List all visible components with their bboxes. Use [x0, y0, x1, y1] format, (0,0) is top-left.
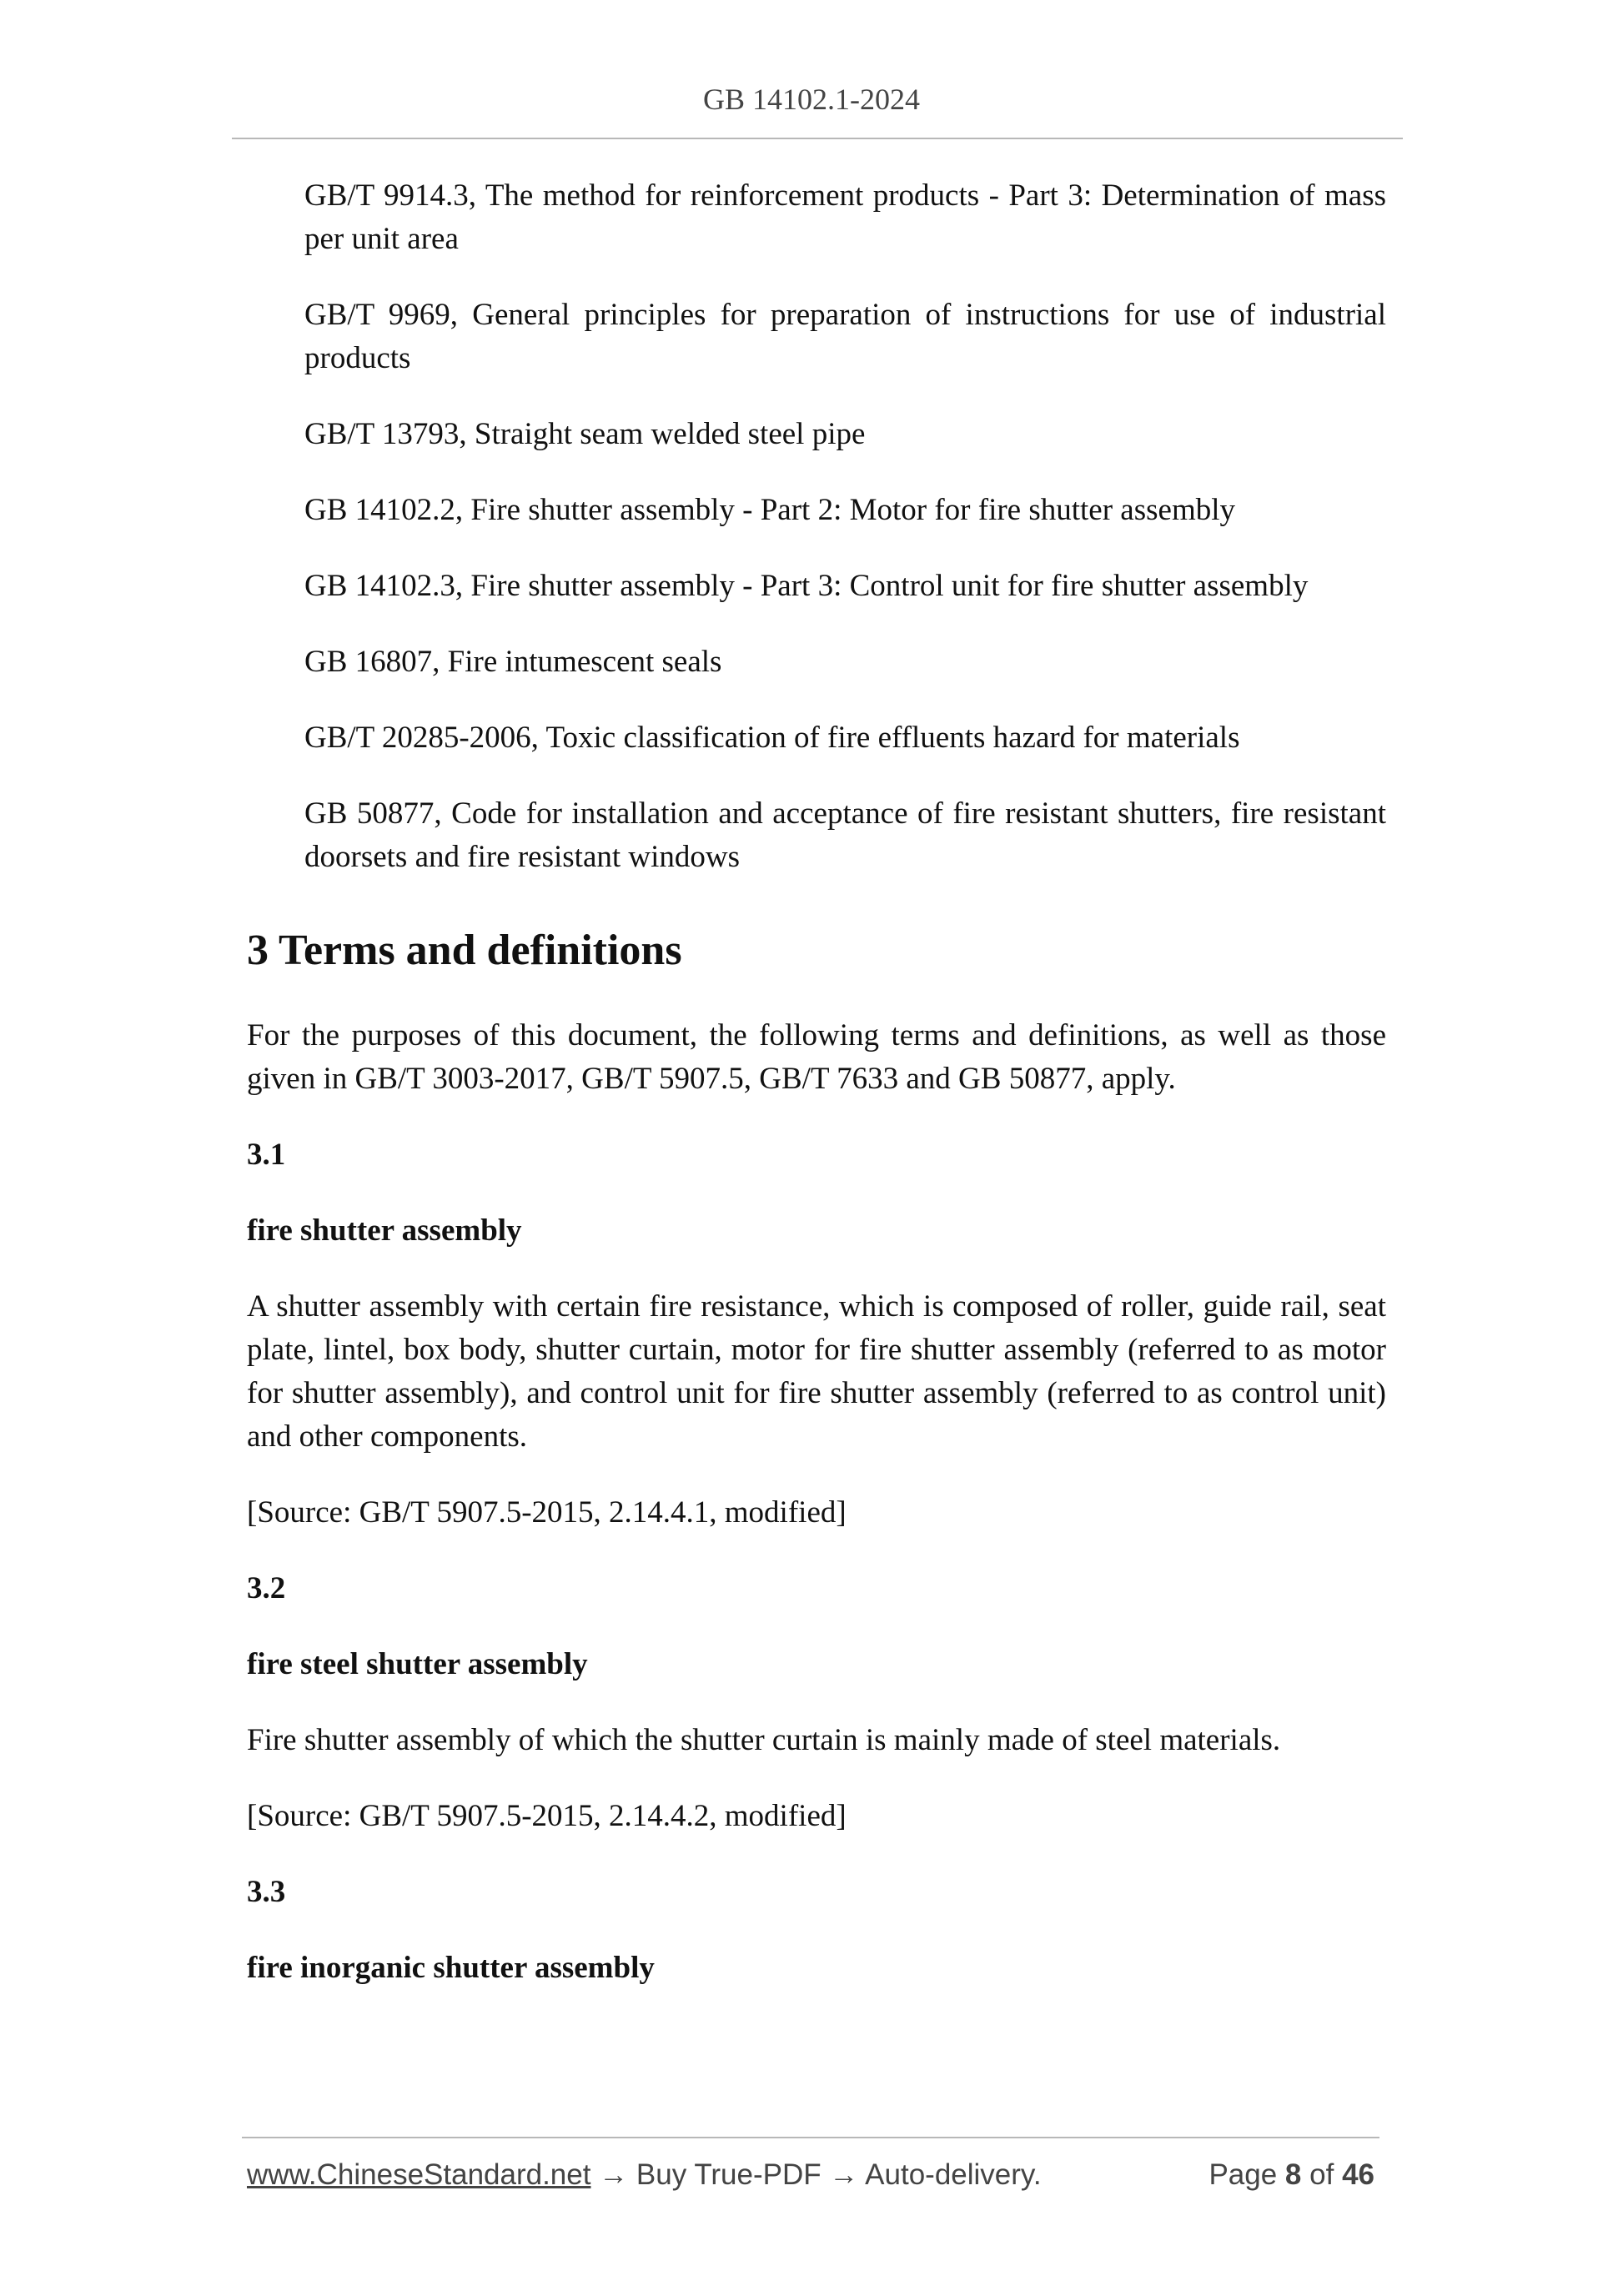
document-code-header: GB 14102.1-2024: [703, 83, 920, 116]
website-link[interactable]: www.ChineseStandard.net: [247, 2158, 591, 2191]
footer-divider: [242, 2137, 1379, 2138]
section-heading: 3 Terms and definitions: [247, 927, 682, 974]
term-name: fire steel shutter assembly: [247, 1647, 588, 1681]
reference-item: GB 14102.2, Fire shutter assembly - Part 2: Motor for fire shutter assembly: [304, 493, 1235, 527]
term-source: [Source: GB/T 5907.5-2015, 2.14.4.2, modified]: [247, 1799, 847, 1833]
terms-and-definitions-section: [247, 922, 1386, 2022]
term-number: 3.2: [247, 1571, 286, 1605]
footer-promo: [247, 2158, 1042, 2192]
section-intro: For the purposes of this document, the following terms and definitions, as well as those given in GB/T 3003-2017, GB/T 5907.5, GB/T 7633 and GB 50877, apply.: [247, 1018, 1386, 1096]
page-footer: [247, 2158, 1374, 2192]
term-definition: Fire shutter assembly of which the shutter curtain is mainly made of steel materials.: [247, 1723, 1281, 1757]
term-name: fire shutter assembly: [247, 1213, 522, 1248]
page-label: Page: [1208, 2158, 1278, 2191]
reference-item: GB 14102.3, Fire shutter assembly - Part 3: Control unit for fire shutter assembly: [304, 569, 1309, 603]
term-name: fire inorganic shutter assembly: [247, 1951, 655, 1985]
reference-item: GB 16807, Fire intumescent seals: [304, 645, 722, 679]
term-number: 3.1: [247, 1138, 286, 1172]
normative-references-list: [304, 174, 1386, 912]
page-of-label: of: [1309, 2158, 1334, 2191]
reference-item: GB/T 9914.3, The method for reinforcement products - Part 3: Determination of mass per unit area: [304, 178, 1386, 256]
header-divider: [232, 138, 1403, 139]
term-definition: A shutter assembly with certain fire resistance, which is composed of roller, guide rail, seat plate, lintel, box body, shutter curtain, motor for fire shutter assembly (referred to as motor for shutter assembly), and control unit for fire shutter assembly (referred to as control unit) and other components.: [247, 1289, 1386, 1454]
reference-item: GB/T 13793, Straight seam welded steel pipe: [304, 417, 866, 451]
current-page: 8: [1284, 2158, 1302, 2191]
reference-item: GB/T 20285-2006, Toxic classification of fire effluents hazard for materials: [304, 721, 1240, 755]
term-number: 3.3: [247, 1875, 286, 1909]
reference-item: GB 50877, Code for installation and acceptance of fire resistant shutters, fire resistant doorsets and fire resistant windows: [304, 796, 1386, 874]
footer-tagline: → Buy True-PDF → Auto-delivery.: [590, 2158, 1042, 2191]
page-indicator: [1208, 2158, 1374, 2192]
reference-item: GB/T 9969, General principles for preparation of instructions for use of industrial products: [304, 298, 1386, 375]
total-pages: 46: [1342, 2158, 1374, 2191]
term-source: [Source: GB/T 5907.5-2015, 2.14.4.1, modified]: [247, 1495, 847, 1530]
